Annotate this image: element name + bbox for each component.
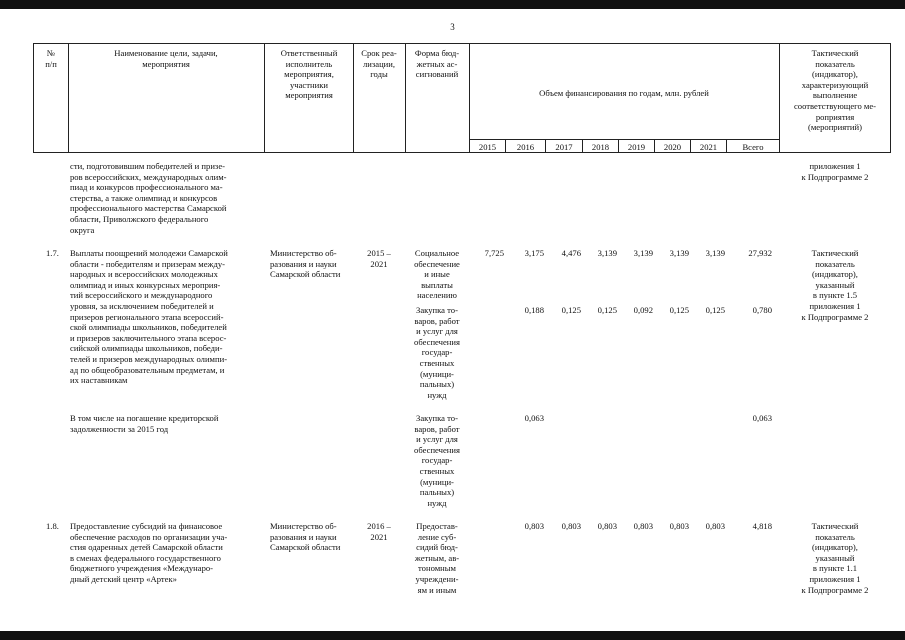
row-1-7-v2-total: 0,780 [752,305,772,315]
row-1-7-v1-2015: 7,725 [484,248,504,258]
row-1-7-v2-2017: 0,125 [561,305,581,315]
row-1-7-name: Выплаты поощрений молодежи Самарской области - победителям и призерам между- народных и всероссийских молодежных олимпиад и иных конкурсных мероприя- тий всероссийского и международного уровня, за исключением победителей и призеров регионального этапа всероссий- ской олимпиады школьников, победителей и призеров заключительного этапа всерос- сийской олимпиады школьников, победи- телей и призеров международных олимпи- ад по общеобразовательным предметам, и их наставникам [70,248,228,386]
row-1-8-form: Предостав- ление суб- сидий бюд- жетным, ав- тономным учреждени- ям и иным [414,521,460,595]
scan-border-top [0,0,905,9]
col-divider [264,43,265,153]
row-1-8-v-total: 4,818 [752,521,772,531]
col-divider [779,43,780,153]
year-2016: 2016 [516,142,535,152]
row-1-7-v1-2016: 3,175 [524,248,544,258]
header-indicator: Тактический показатель (индикатор), характеризующий выполнение соответствующего ме- роприятия (мероприятий) [793,48,877,133]
row-1-7-v1-2020: 3,139 [669,248,689,258]
header-form: Форма бюд- жетных ас- сигнований [414,48,460,80]
col-divider [68,43,69,153]
row-1-8-v-2017: 0,803 [561,521,581,531]
page-number: 3 [450,22,455,32]
row-debt-v-total: 0,063 [752,413,772,423]
years-rule [469,139,779,140]
row-1-7-v1-total: 27,932 [748,248,772,258]
row-1-7-v2-2018: 0,125 [597,305,617,315]
year-2017: 2017 [555,142,573,152]
header-financing: Объем финансирования по годам, млн. рублей [539,88,709,98]
row-1-8-v-2018: 0,803 [597,521,617,531]
row-1-8-v-2019: 0,803 [633,521,653,531]
header-name: Наименование цели, задачи, мероприятия [114,48,218,69]
scan-border-bottom [0,631,905,640]
row-1-7-v2-2020: 0,125 [669,305,689,315]
row-1-7-form-1: Социальное обеспечение и иные выплаты населению [414,248,460,301]
row-1-7-v2-2021: 0,125 [705,305,725,315]
row-cont-indicator: приложения 1 к Подпрограмме 2 [801,161,869,182]
row-1-7-v2-2016: 0,188 [524,305,544,315]
row-1-7-num: 1.7. [46,248,59,258]
row-1-7-v2-2019: 0,092 [633,305,653,315]
row-1-7-v1-2018: 3,139 [597,248,617,258]
row-1-7-v1-2021: 3,139 [705,248,725,258]
row-1-7-v1-2017: 4,476 [561,248,581,258]
row-1-8-v-2021: 0,803 [705,521,725,531]
year-2015: 2015 [478,142,497,152]
row-1-8-responsible: Министерство об- разования и науки Самарской области [270,521,341,553]
row-1-8-term: 2016 – 2021 [367,521,391,542]
row-1-7-indicator: Тактический показатель (индикатор), указанный в пункте 1.5 приложения 1 к Подпрограмме 2 [801,248,869,322]
row-1-8-num: 1.8. [46,521,59,531]
col-divider [890,43,891,153]
row-1-7-responsible: Министерство об- разования и науки Самарской области [270,248,341,280]
year-2019: 2019 [627,142,646,152]
row-debt-v-2016: 0,063 [524,413,544,423]
row-debt-name: В том числе на погашение кредиторской задолженности за 2015 год [70,413,219,434]
row-1-8-v-2020: 0,803 [669,521,689,531]
row-1-8-indicator: Тактический показатель (индикатор), указанный в пункте 1.1 приложения 1 к Подпрограмме 2 [801,521,869,595]
row-cont-name: сти, подготовившим победителей и призе- ров всероссийских, международных олим- пиад и конкурсов профессионального ма- стерства, а также олимпиад и конкурсов профессионального мастерства Самарской области, Приволжского федерального округа [70,161,227,235]
row-1-7-form-2: Закупка то- варов, работ и услуг для обеспечения государ- ственных (муници- пальных) нужд [414,305,460,400]
row-1-7-v1-2019: 3,139 [633,248,653,258]
row-1-7-term: 2015 – 2021 [367,248,391,269]
row-debt-form: Закупка то- варов, работ и услуг для обеспечения государ- ственных (муници- пальных) нужд [414,413,460,508]
header-rule-top [33,43,891,44]
year-2021: 2021 [699,142,718,152]
header-term: Срок реа- лизации, годы [361,48,397,80]
year-total: Всего [742,142,764,152]
year-2018: 2018 [591,142,610,152]
row-1-8-v-2016: 0,803 [524,521,544,531]
header-responsible: Ответственный исполнитель мероприятия, участники мероприятия [280,48,338,101]
row-1-8-name: Предоставление субсидий на финансовое обеспечение расходов по организации уча- стия одаренных детей Самарской области в сменах федерального государственного бюджетного учреждения «Междунаро- дный детский центр «Артек» [70,521,228,584]
header-num: № п/п [45,48,57,69]
year-2020: 2020 [663,142,682,152]
